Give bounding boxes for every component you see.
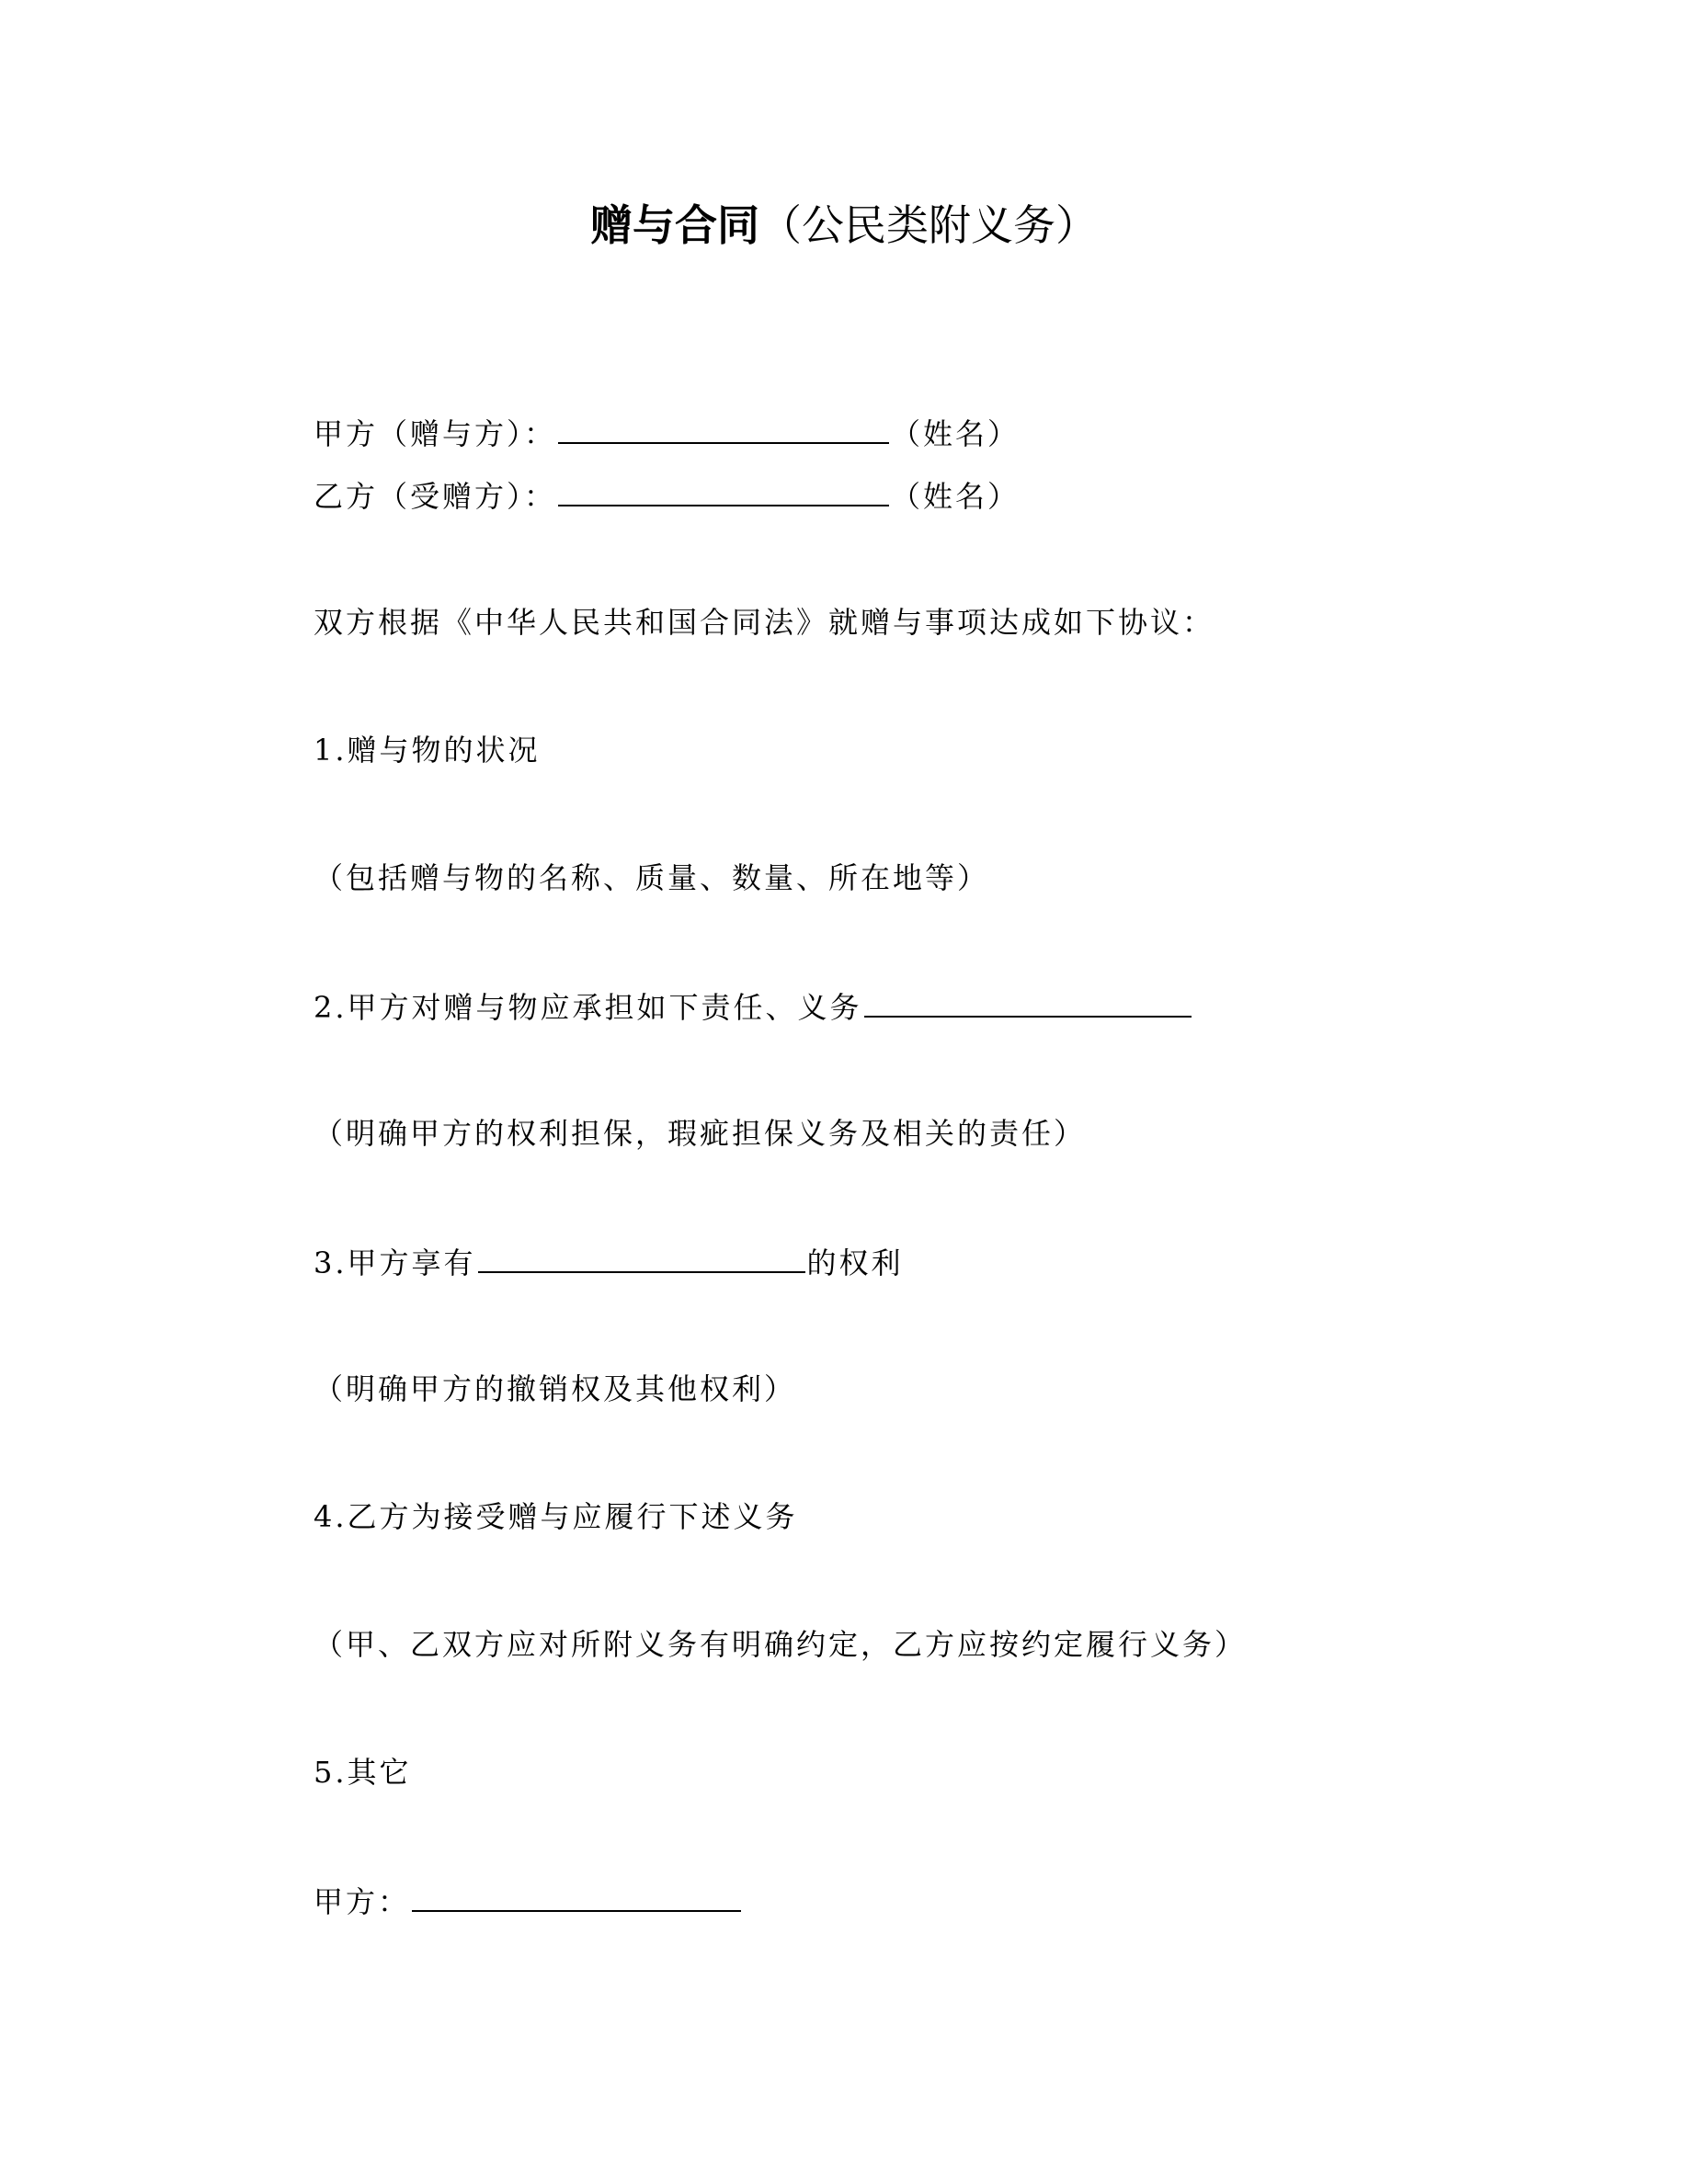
clause-3-note: （明确甲方的撤销权及其他权利） [314, 1371, 797, 1406]
party-a-suffix: （姓名） [891, 416, 1021, 451]
party-a-label: 甲方（赠与方）： [314, 416, 557, 451]
signature-label: 甲方： [314, 1884, 411, 1919]
clause-2-line [314, 983, 1193, 1029]
clause-4-heading: 4.乙方为接受赠与应履行下述义务 [314, 1499, 798, 1534]
title-main: 赠与合同 [590, 200, 759, 250]
clause-1-note: （包括赠与物的名称、质量、数量、所在地等） [314, 860, 990, 895]
clause-3-heading-before: 3.甲方享有 [314, 1246, 476, 1280]
signature-line [314, 1877, 743, 1923]
clause-2-field[interactable] [864, 983, 1192, 1018]
party-a-line [314, 409, 1020, 455]
party-b-name-field[interactable] [558, 472, 889, 506]
clause-1-heading: 1.赠与物的状况 [314, 733, 541, 768]
title-sub: （公民类附义务） [759, 200, 1098, 250]
preamble: 双方根据《中华人民共和国合同法》就赠与事项达成如下协议： [314, 605, 1215, 640]
party-b-suffix: （姓名） [891, 479, 1021, 514]
clause-3-heading-after: 的权利 [806, 1246, 904, 1280]
clause-2-note: （明确甲方的权利担保，瑕疵担保义务及相关的责任） [314, 1116, 1087, 1151]
clause-5-heading: 5.其它 [314, 1755, 412, 1790]
page-title [0, 193, 1688, 257]
clause-2-heading: 2.甲方对赠与物应承担如下责任、义务 [314, 990, 862, 1025]
party-a-name-field[interactable] [558, 409, 889, 444]
party-b-line [314, 472, 1020, 518]
signature-field[interactable] [412, 1877, 741, 1912]
clause-3-line [314, 1238, 904, 1284]
clause-4-note: （甲、乙双方应对所附义务有明确约定，乙方应按约定履行义务） [314, 1627, 1248, 1662]
party-b-label: 乙方（受赠方）： [314, 479, 557, 514]
clause-3-field[interactable] [478, 1238, 805, 1273]
